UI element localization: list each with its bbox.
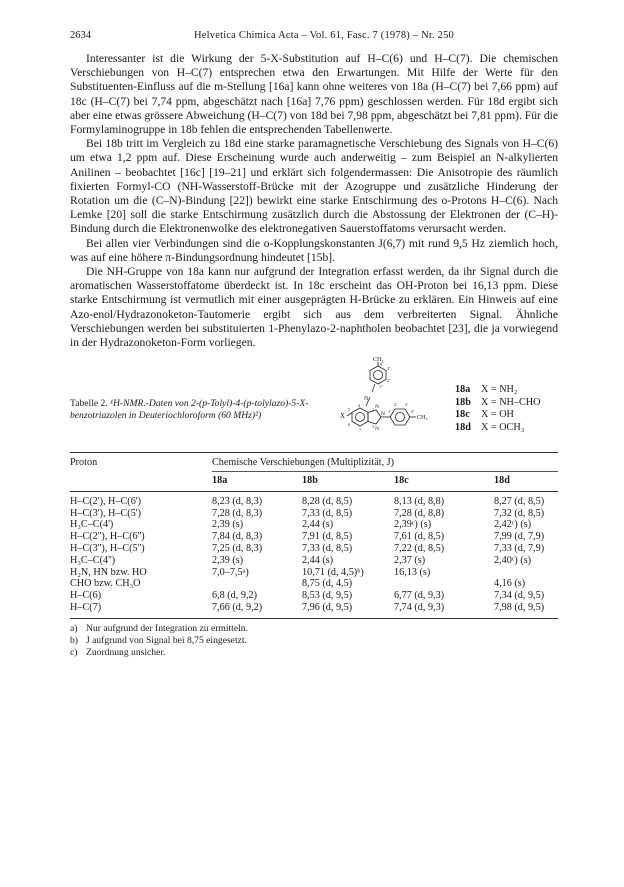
legend-item: 18d X = OCH₃ (455, 422, 525, 434)
page-number: 2634 (70, 30, 91, 41)
nmr-table (70, 452, 558, 619)
locant: 2'' (387, 378, 391, 384)
column-header-proton: Proton (70, 453, 212, 472)
benzo-ring (352, 408, 368, 426)
table-row: CHO bzw. CH₃O 8,75 (d, 4,5) 4,16 (s) (70, 578, 526, 590)
paragraph: Interessanter ist die Wirkung der 5-X-Substitution auf H–C(6) und H–C(7). Die chemischen Verschiebungen von H–C(7) entsprechen etwa den Erwartungen. Mit Hilfe der Werte für den Substituenten-Einfluss auf die m-Stellung [16a] kann ohne weiteres von 18a (H–C(7) bei 7,66 ppm) auf 18c (H–C(7) bei 7,74 ppm, abgeschätzt nach [16a] 7,76 ppm) geschlossen werden. Für 18d ergibt sich aber eine etwas grössere Abweichung (H–C(7) von 18d bei 7,98 ppm, abgeschätzt bei 7,81 ppm). Für die Formylaminogruppe in 18b fehlen die entsprechenden Tabellenwerte. (70, 52, 558, 137)
column-header-18d: 18d (494, 472, 558, 492)
column-header-blank (70, 472, 212, 492)
journal-title: Helvetica Chimica Acta – Vol. 61, Fasc. 7 (1978) – Nr. 250 (194, 30, 454, 41)
benzo-ring-aromatic-circle (356, 413, 365, 422)
table-title: ¹H-NMR.-Daten von 2-(p-Tolyl)-4-(p-tolylazo)-5-X-benzotriazolen in Deuteriochloroform (60 MHz)²) (70, 398, 309, 421)
table-footnotes (70, 623, 558, 659)
footnote: b) J aufgrund von Signal bei 8,75 eingesetzt. (70, 634, 247, 646)
locant: 4'' (380, 361, 384, 367)
table-label: Tabelle 2. (70, 398, 108, 410)
column-group-header: Chemische Verschiebungen (Multiplizität, J) (212, 453, 558, 472)
paragraph: Die NH-Gruppe von 18a kann nur aufgrund der Integration erfasst werden, da ihr Signal durch die aromatischen Wasserstoffatome überdeckt ist. In 18c erscheint das OH-Proton bei 16,13 ppm. Diese starke Entschirmung ist vermutlich mit einer ausgeprägten H-Brücke zu erklären. Ein Hinweis auf eine Azo-enol/Hydrazonoketon-Tautomerie ergibt sich aus dem verbreiterten Signal. Ähnliche Verschiebungen werden bei substituierten 1-Phenylazo-2-naphtholen beobachtet [23], die ja vorwiegend in der Hydrazonoketon-Form vorliegen. (70, 265, 558, 350)
locant: 1'' (379, 384, 383, 390)
locant: 1' (388, 409, 391, 415)
triazole-n-label: N (375, 404, 379, 411)
column-header-18b: 18b (302, 472, 394, 492)
footnote: a) Nur aufgrund der Integration zu ermitteln. (70, 622, 248, 634)
top-ring-aromatic-circle (374, 371, 383, 380)
column-header-18a: 18a (212, 472, 302, 492)
locant: 1 (372, 407, 374, 413)
legend-item: 18a X = NH₂ (455, 384, 518, 396)
running-header (70, 30, 558, 46)
column-header-18c: 18c (394, 472, 494, 492)
table-row: H₃C–C(4'') 2,39 (s) 2,44 (s) 2,37 (s) 2,40ᶜ) (s) (70, 554, 532, 566)
table-row: H–C(2'), H–C(6') 8,23 (d, 8,3) 8,28 (d, 8,5) 8,13 (d, 8,8) 8,27 (d, 8,5) (70, 495, 545, 507)
right-ring-aromatic-circle (396, 413, 405, 422)
ch3-top-label: CH₃ (373, 357, 384, 364)
locant: 4 (358, 403, 360, 409)
page (70, 30, 558, 659)
table-row: H–C(3'), H–C(5') 7,28 (d, 8,3) 7,33 (d, 8,5) 7,28 (d, 8,8) 7,32 (d, 8,5) (70, 507, 545, 519)
table-caption (70, 398, 320, 421)
azo-bond-1 (372, 384, 375, 392)
locant: 4' (411, 409, 414, 415)
x-substituent-label: X (340, 412, 346, 421)
azo-n-label: N (364, 396, 369, 403)
paragraph: Bei allen vier Verbindungen sind die o-Kopplungskonstanten J(6,7) mit rund 9,5 Hz ziemlich hoch, was auf eine höhere π-Bindungsordnung hindeutet [15b]. (70, 236, 558, 264)
paragraph: Bei 18b tritt im Vergleich zu 18d eine starke paramagnetische Verschiebung des Signals von H–C(6) um etwa 1,2 ppm auf. Diese Erscheinung wurde auch anderweitig – zum Beispiel an N-alkylierten Anilinen – beobachtet [16c] [19–21] und erklärt sich folgendermassen: Die Anisotropie des räumlich fixierten Formyl-CO (NH-Wasserstoff-Brücke mit der Azogruppe und zusätzliche Hinderung der Rotation um die (C–N)-Bindung [22]) bewirkt eine starke Entschirmung des o-Protons H–C(6). Nach Lemke [20] soll die starke Entschirmung zusätzlich durch die Abstossung der Elektronen der (C–H)-Bindung durch die Elektronenwolke des elektronegativen Sauerstoffatoms verursacht werden. (70, 137, 558, 236)
locant: 3 (372, 424, 374, 430)
table-row: H₂N, HN bzw. HO 7,0–7,5ᵃ) 10,71 (d, 4,5)ᵇ) 16,13 (s) (70, 566, 431, 578)
body-text (70, 52, 558, 350)
legend-item: 18b X = NH–CHO (455, 396, 541, 408)
right-tolyl-ring (390, 409, 410, 425)
ch3-right-label: CH₃ (417, 415, 428, 422)
triazole-ring (368, 410, 381, 424)
locant: 7 (359, 428, 361, 434)
table-row: H₃C–C(4') 2,39 (s) 2,44 (s) 2,39ᶜ) (s) 2,42ᶜ) (s) (70, 519, 532, 531)
locant: 2' (394, 402, 397, 408)
footnote: c) Zuordnung unsicher. (70, 646, 166, 658)
bottom-n-label: N (375, 426, 379, 433)
triazole-n-link-label: N (381, 411, 385, 418)
table-row: H–C(7) 7,66 (d, 9,2) 7,96 (d, 9,5) 7,74 (d, 9,3) 7,98 (d, 9,5) (70, 602, 558, 618)
table-row: H–C(2''), H–C(6'') 7,84 (d, 8,3) 7,91 (d, 8,5) 7,61 (d, 8,5) 7,99 (d, 7,9) (70, 531, 545, 543)
top-tolyl-ring (370, 366, 386, 384)
compound-legend (455, 384, 541, 434)
table-header-area (70, 356, 558, 450)
locant: 3' (405, 402, 408, 408)
table-row: H–C(3''), H–C(5'') 7,25 (d, 8,3) 7,33 (d, 8,5) 7,22 (d, 8,5) 7,33 (d, 7,9) (70, 543, 545, 555)
table-row: H–C(6) 6,8 (d, 9,2) 8,53 (d, 9,5) 6,77 (d, 9,3) 7,34 (d, 9,5) (70, 590, 545, 602)
x-bond (347, 413, 352, 417)
locant: 6 (348, 422, 350, 428)
locant: 3'' (387, 366, 391, 372)
legend-item: 18c X = OH (455, 409, 514, 421)
locant: 5 (348, 407, 350, 413)
